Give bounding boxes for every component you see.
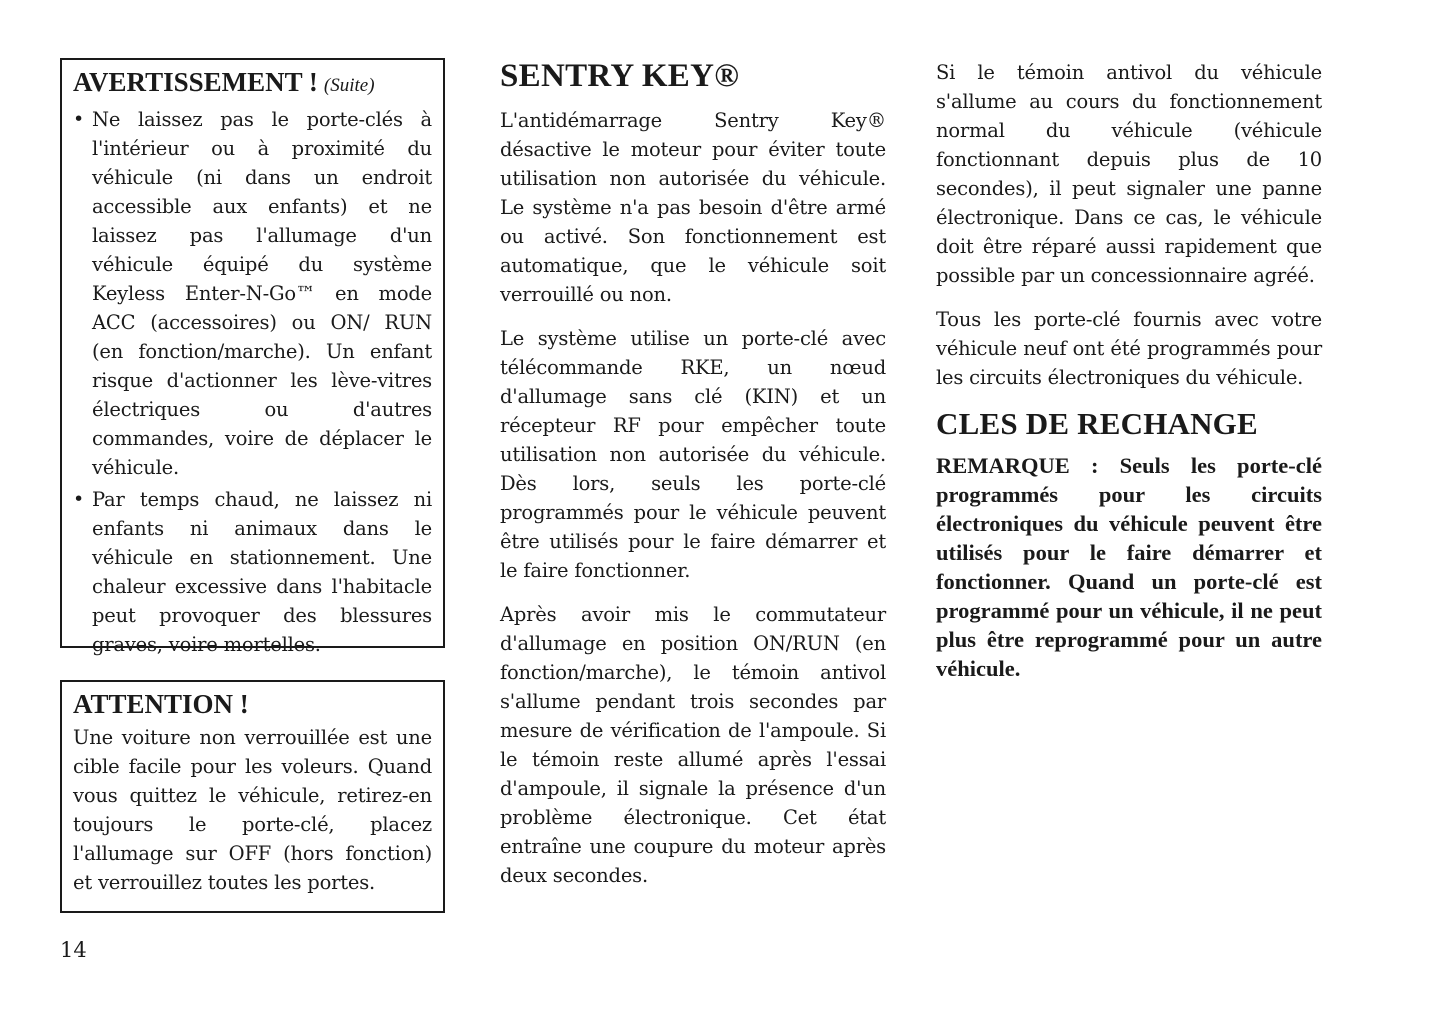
warning-bullet-list [73, 105, 432, 659]
sentry-key-paragraph: Le système utilise un porte-clé avec télécommande RKE, un nœud d'allumage sans clé (KIN) et un récepteur RF pour empêcher toute utilisation non autorisée du véhicule. Dès lors, seuls les porte-clé programmés pour le véhicule peuvent être utilisés pour le faire démarrer et le faire fonctionner. [500, 327, 886, 582]
spare-keys-heading: CLES DE RECHANGE [936, 406, 1258, 441]
attention-box [60, 680, 445, 913]
warning-bullet-text: Ne laissez pas le porte-clés à l'intérieur ou à proximité du véhicule (ni dans un endroit accessible aux enfants) et ne laissez pas l'allumage d'un véhicule équipé du système Keyless Enter-N-Go™ en mode ACC (accessoires) ou ON/ RUN (en fonction/marche). Un enfant risque d'actionner les lève-vitres électriques ou d'autres commandes, voire de déplacer le véhicule. [92, 108, 432, 479]
middle-column [500, 58, 886, 905]
sentry-key-paragraph: Tous les porte-clé fournis avec votre véhicule neuf ont été programmés pour les circuits électroniques du véhicule. [936, 308, 1322, 389]
left-column [60, 58, 445, 913]
warning-title-text: AVERTISSEMENT ! [73, 67, 318, 97]
attention-title: ATTENTION ! [73, 689, 249, 719]
bullet-icon: • [73, 108, 85, 130]
page-number: 14 [60, 938, 87, 962]
warning-suite-label: (Suite) [323, 75, 375, 96]
sentry-key-paragraph: Si le témoin antivol du véhicule s'allume au cours du fonctionnement normal du véhicule (véhicule fonctionnant depuis plus de 10 secondes), il peut signaler une panne électronique. Dans ce cas, le véhicule doit être réparé aussi rapidement que possible par un concessionnaire agréé. [936, 61, 1322, 287]
warning-title [73, 66, 432, 102]
warning-bullet-text: Par temps chaud, ne laissez ni enfants ni animaux dans le véhicule en stationnement. Une chaleur excessive dans l'habitacle peut provoquer des blessures graves, voire mortelles. [92, 488, 432, 656]
warning-bullet-item [73, 485, 432, 659]
sentry-key-paragraph: Après avoir mis le commutateur d'allumage en position ON/RUN (en fonction/marche), le témoin antivol s'allume pendant trois secondes par mesure de vérification de l'ampoule. Si le témoin reste allumé après l'essai d'ampoule, il signale la présence d'un problème électronique. Cet état entraîne une coupure du moteur après deux secondes. [500, 603, 886, 887]
right-column [936, 58, 1322, 683]
attention-text: Une voiture non verrouillée est une cible facile pour les voleurs. Quand vous quittez le véhicule, retirez-en toujours le porte-clé, placez l'allumage sur OFF (hors fonction) et verrouillez toutes les portes. [73, 726, 432, 894]
bullet-icon: • [73, 488, 85, 510]
sentry-key-paragraph: L'antidémarrage Sentry Key® désactive le moteur pour éviter toute utilisation non autorisée du véhicule. Le système n'a pas besoin d'être armé ou activé. Son fonctionnement est automatique, que le véhicule soit verrouillé ou non. [500, 109, 886, 306]
warning-box [60, 58, 445, 656]
sentry-key-heading: SENTRY KEY® [500, 58, 740, 94]
warning-bullet-item [73, 105, 432, 482]
spare-keys-note: REMARQUE : Seuls les porte-clé programmés pour les circuits électroniques du véhicule peuvent être utilisés pour le faire démarrer et fonctionner. Quand un porte-clé est programmé pour un véhicule, il ne peut plus être reprogrammé pour un autre véhicule. [936, 453, 1322, 681]
